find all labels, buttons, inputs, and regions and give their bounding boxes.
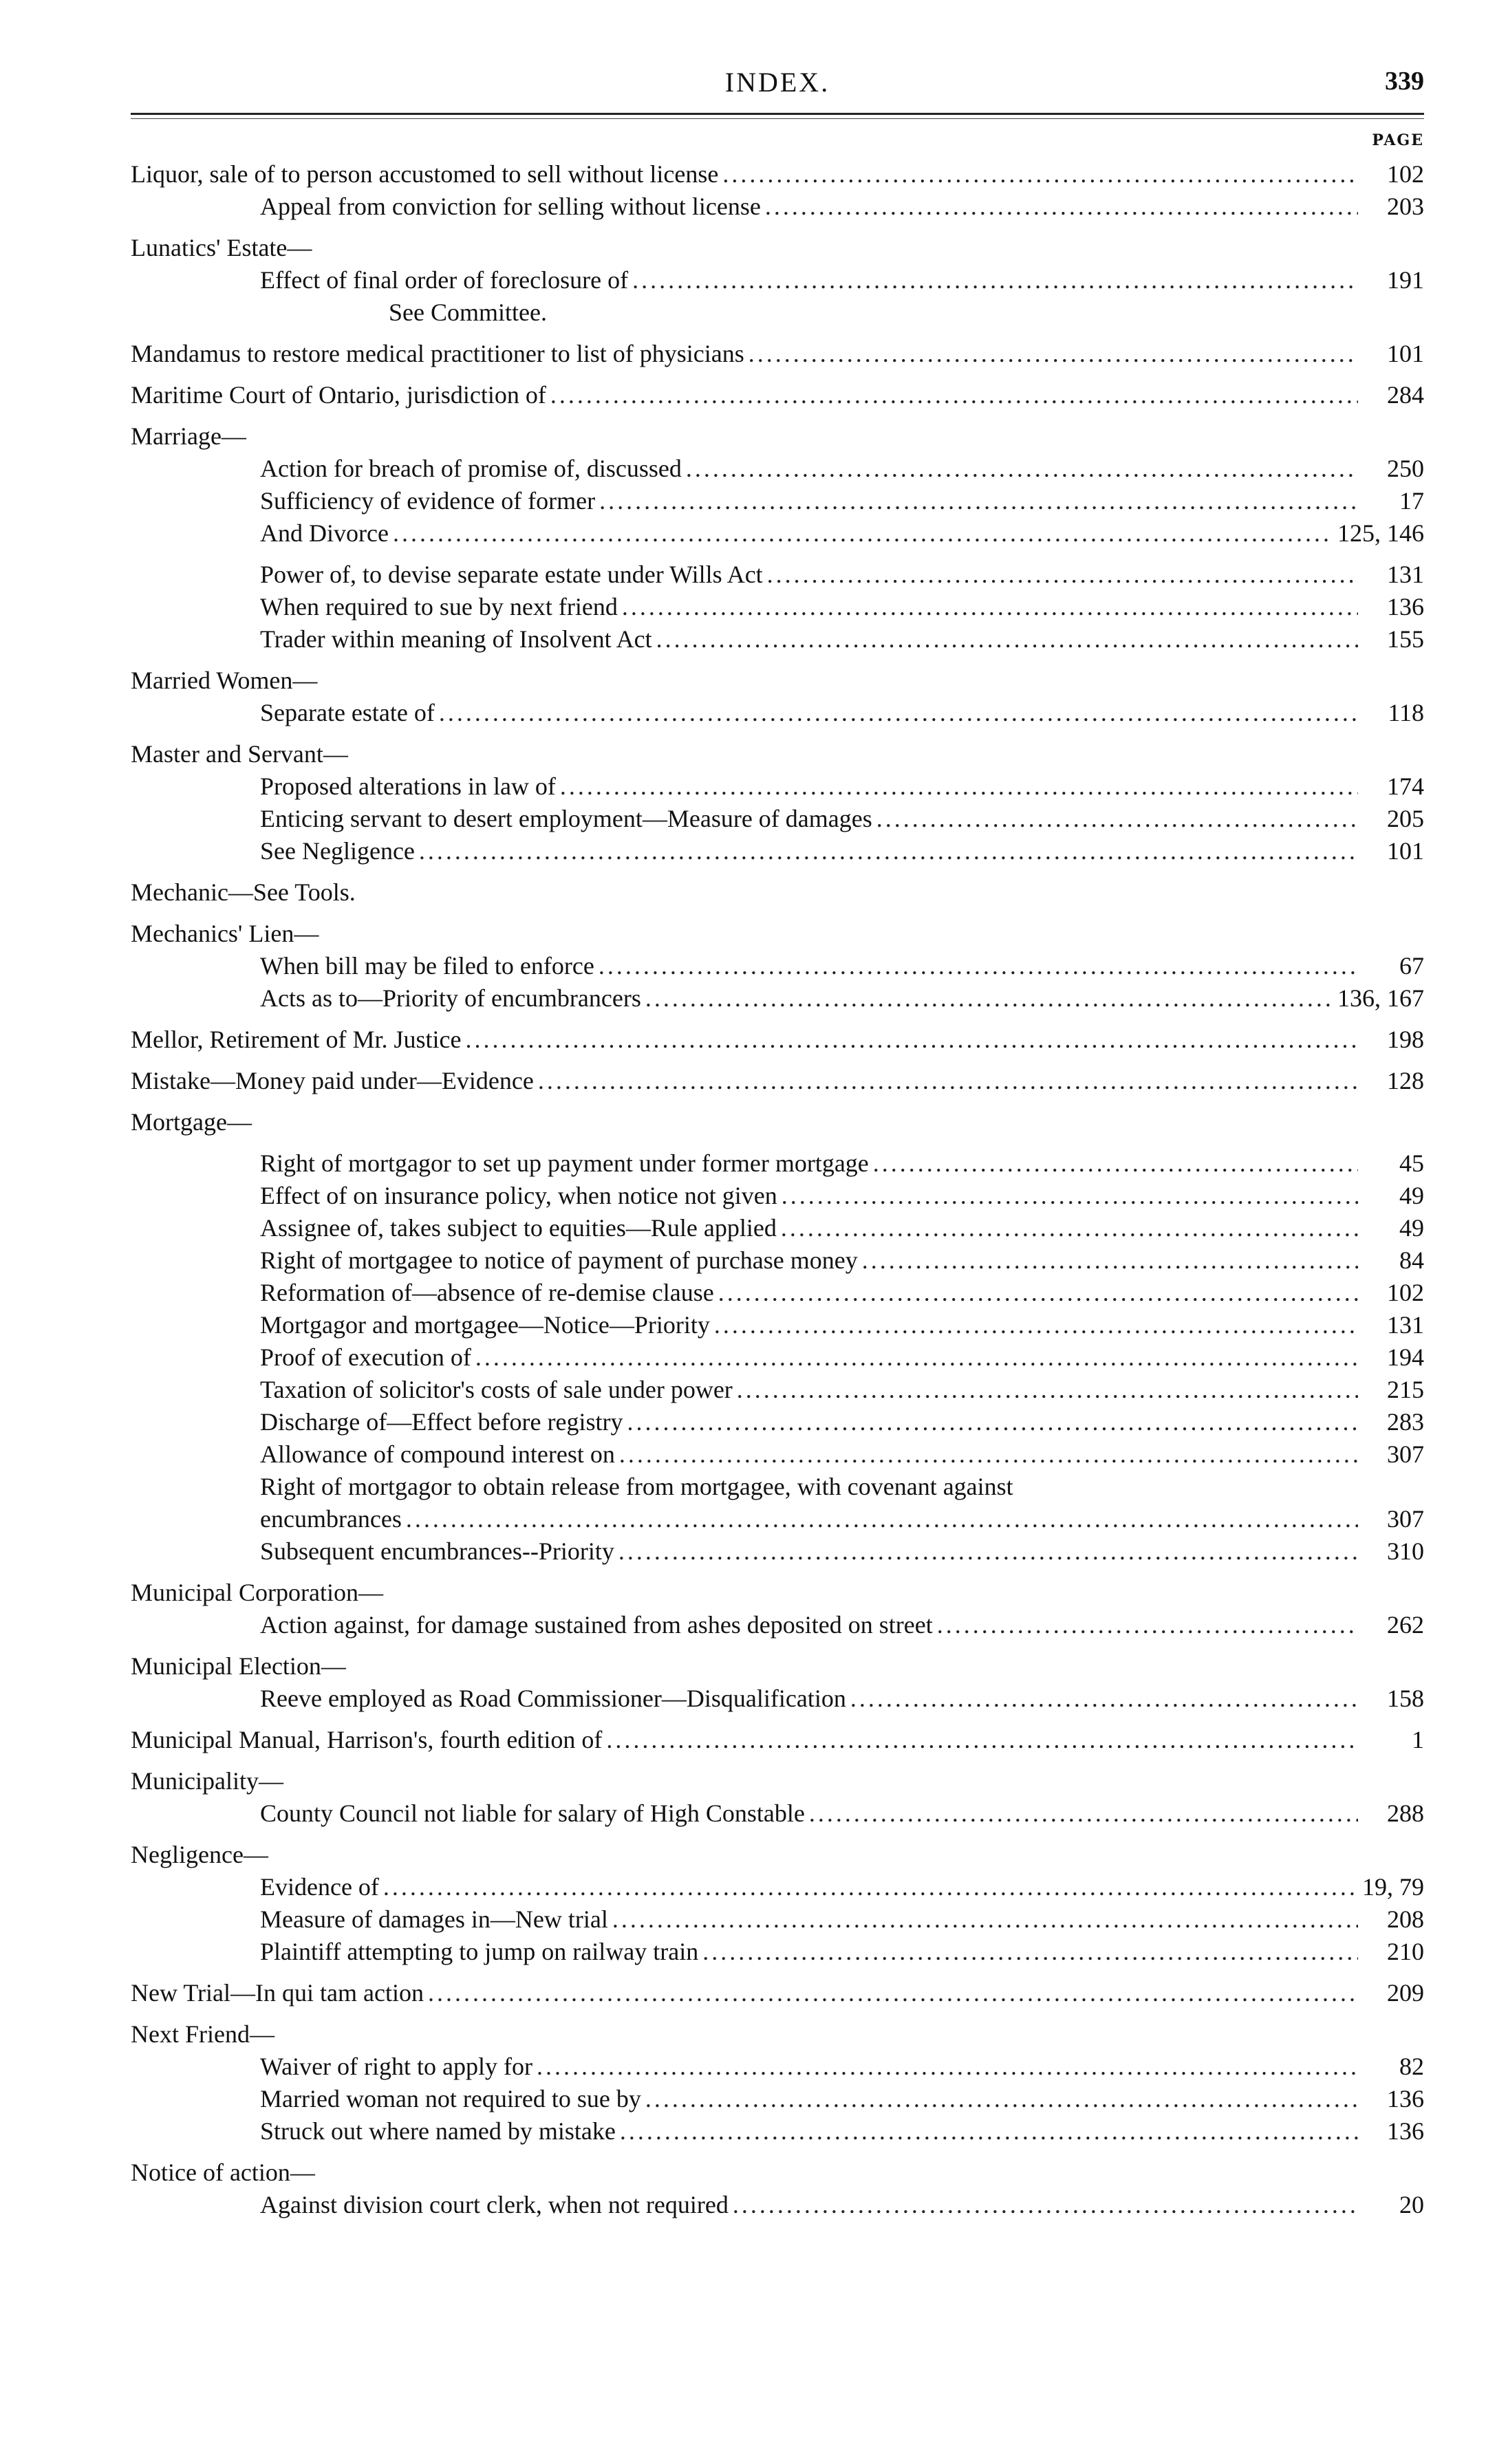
dot-leader bbox=[876, 803, 1358, 835]
dot-leader bbox=[618, 1535, 1358, 1568]
page-column-label: PAGE bbox=[1372, 131, 1424, 149]
page-header bbox=[131, 66, 1424, 110]
page-reference: 101 bbox=[1387, 340, 1424, 367]
dot-leader bbox=[599, 485, 1358, 517]
dot-leader bbox=[702, 1936, 1358, 1968]
entry-text: Mortgagor and mortgagee—Notice—Priority bbox=[260, 1311, 710, 1339]
index-heading: Municipal Corporation— bbox=[131, 1579, 383, 1606]
index-heading: Notice of action— bbox=[131, 2159, 315, 2186]
entry-text: Separate estate of bbox=[260, 699, 435, 726]
page-reference: 288 bbox=[1387, 1800, 1424, 1827]
index-subentry bbox=[131, 835, 1424, 867]
page-reference: 20 bbox=[1399, 2191, 1424, 2218]
index-heading: Mortgage— bbox=[131, 1108, 252, 1136]
index-subentry bbox=[131, 1341, 1424, 1374]
entry-text: New Trial—In qui tam action bbox=[131, 1979, 424, 2007]
index-subentry bbox=[131, 1936, 1424, 1968]
page-reference: 67 bbox=[1399, 952, 1424, 980]
index-subentry bbox=[131, 2051, 1424, 2083]
entry-text: Waiver of right to apply for bbox=[260, 2053, 532, 2080]
dot-leader bbox=[718, 1277, 1358, 1309]
dot-leader bbox=[686, 453, 1358, 485]
index-heading: Mechanic—See Tools. bbox=[131, 878, 356, 906]
dot-leader bbox=[393, 517, 1333, 550]
index-heading: Negligence— bbox=[131, 1841, 268, 1868]
page-reference: 49 bbox=[1399, 1182, 1424, 1209]
entry-text: Enticing servant to desert employment—Measure of damages bbox=[260, 805, 872, 832]
page-reference: 174 bbox=[1387, 772, 1424, 800]
dot-leader bbox=[537, 2051, 1358, 2083]
entry-text: Proposed alterations in law of bbox=[260, 772, 556, 800]
page-reference: 136 bbox=[1387, 2085, 1424, 2112]
page-reference: 128 bbox=[1387, 1067, 1424, 1094]
entry-text: Right of mortgagee to notice of payment of purchase money bbox=[260, 1246, 858, 1274]
page-reference: 102 bbox=[1387, 160, 1424, 188]
dot-leader bbox=[656, 623, 1358, 656]
entry-text: Effect of on insurance policy, when notice not given bbox=[260, 1182, 777, 1209]
dot-leader bbox=[937, 1609, 1358, 1641]
index-subentry bbox=[131, 1683, 1424, 1715]
index-heading: Mechanics' Lien— bbox=[131, 920, 319, 947]
index-heading: Marriage— bbox=[131, 422, 246, 450]
index-cross-reference: See Committee. bbox=[389, 299, 547, 326]
page-reference: 131 bbox=[1387, 1311, 1424, 1339]
index-subentry bbox=[131, 453, 1424, 485]
index-subentry bbox=[131, 1244, 1424, 1277]
entry-text: Assignee of, takes subject to equities—Rule applied bbox=[260, 1214, 777, 1242]
entry-text: Reformation of—absence of re-demise clause bbox=[260, 1279, 714, 1306]
page-reference: 310 bbox=[1387, 1537, 1424, 1565]
page-reference: 215 bbox=[1387, 1376, 1424, 1403]
entry-text: Against division court clerk, when not required bbox=[260, 2191, 729, 2218]
dot-leader bbox=[714, 1309, 1358, 1341]
page-reference: 17 bbox=[1399, 487, 1424, 515]
index-entry bbox=[131, 1024, 1424, 1056]
page-reference: 102 bbox=[1387, 1279, 1424, 1306]
dot-leader bbox=[809, 1797, 1358, 1830]
entry-text: Liquor, sale of to person accustomed to sell without license bbox=[131, 160, 719, 188]
index-subentry bbox=[131, 264, 1424, 296]
entry-text: Acts as to—Priority of encumbrancers bbox=[260, 984, 641, 1012]
dot-leader bbox=[873, 1147, 1358, 1180]
entry-text: Taxation of solicitor's costs of sale under power bbox=[260, 1376, 733, 1403]
dot-leader bbox=[645, 982, 1333, 1015]
entry-text: encumbrances bbox=[260, 1505, 402, 1533]
page-reference: 82 bbox=[1399, 2053, 1424, 2080]
dot-leader bbox=[475, 1341, 1358, 1374]
entry-text: When bill may be filed to enforce bbox=[260, 952, 594, 980]
page-reference: 250 bbox=[1387, 455, 1424, 482]
page-reference: 203 bbox=[1387, 193, 1424, 220]
entry-text: Power of, to devise separate estate under Wills Act bbox=[260, 561, 763, 588]
dot-leader bbox=[606, 1724, 1358, 1756]
entry-text: Action against, for damage sustained from ashes deposited on street bbox=[260, 1611, 933, 1639]
index-subentry bbox=[131, 697, 1424, 729]
index-entry bbox=[131, 1977, 1424, 2009]
entry-text: Right of mortgagor to obtain release from mortgagee, with covenant against bbox=[260, 1473, 1013, 1500]
dot-leader bbox=[560, 770, 1358, 803]
page-reference: 136 bbox=[1387, 2117, 1424, 2145]
index-entry bbox=[131, 158, 1424, 191]
index-subentry bbox=[131, 1147, 1424, 1180]
index-subentry bbox=[131, 2115, 1424, 2148]
page-reference: 284 bbox=[1387, 381, 1424, 409]
entry-text: Discharge of—Effect before registry bbox=[260, 1408, 623, 1436]
index-subentry bbox=[131, 1609, 1424, 1641]
dot-leader bbox=[765, 191, 1358, 223]
index-heading: Married Women— bbox=[131, 667, 318, 694]
page-reference: 307 bbox=[1387, 1440, 1424, 1468]
page-reference: 84 bbox=[1399, 1246, 1424, 1274]
entry-text: Evidence of bbox=[260, 1873, 379, 1901]
entry-text: Plaintiff attempting to jump on railway train bbox=[260, 1938, 699, 1965]
dot-leader bbox=[781, 1212, 1358, 1244]
dot-leader bbox=[722, 158, 1358, 191]
page-reference: 194 bbox=[1387, 1343, 1424, 1371]
index-subentry bbox=[131, 950, 1424, 982]
dot-leader bbox=[419, 835, 1358, 867]
page-reference: 262 bbox=[1387, 1611, 1424, 1639]
page-reference: 49 bbox=[1399, 1214, 1424, 1242]
dot-leader bbox=[737, 1374, 1358, 1406]
entry-text: Allowance of compound interest on bbox=[260, 1440, 615, 1468]
header-rule bbox=[131, 113, 1424, 115]
dot-leader bbox=[465, 1024, 1358, 1056]
entry-text: Measure of damages in—New trial bbox=[260, 1905, 608, 1933]
entry-text: Struck out where named by mistake bbox=[260, 2117, 616, 2145]
entry-text: Proof of execution of bbox=[260, 1343, 471, 1371]
entry-text: And Divorce bbox=[260, 519, 389, 547]
index-entry bbox=[131, 1724, 1424, 1756]
index-subentry bbox=[131, 1309, 1424, 1341]
index-subentry bbox=[131, 1438, 1424, 1471]
index-heading: Next Friend— bbox=[131, 2020, 274, 2048]
entry-text: Action for breach of promise of, discussed bbox=[260, 455, 682, 482]
dot-leader bbox=[612, 1903, 1358, 1936]
dot-leader bbox=[439, 697, 1358, 729]
page-reference: 136 bbox=[1387, 593, 1424, 620]
page-reference: 45 bbox=[1399, 1149, 1424, 1177]
index-subentry bbox=[131, 982, 1424, 1015]
dot-leader bbox=[538, 1065, 1358, 1097]
entry-text: Mellor, Retirement of Mr. Justice bbox=[131, 1026, 462, 1053]
dot-leader bbox=[627, 1406, 1358, 1438]
index-subentry bbox=[131, 1374, 1424, 1406]
entry-text: Mistake—Money paid under—Evidence bbox=[131, 1067, 534, 1094]
page-reference: 101 bbox=[1387, 837, 1424, 865]
entry-text: Municipal Manual, Harrison's, fourth edition of bbox=[131, 1726, 603, 1753]
dot-leader bbox=[733, 2189, 1358, 2221]
index-subentry bbox=[131, 591, 1424, 623]
index-heading: Municipal Election— bbox=[131, 1652, 346, 1680]
index-subentry bbox=[131, 559, 1424, 591]
dot-leader bbox=[383, 1871, 1358, 1903]
dot-leader bbox=[406, 1503, 1358, 1535]
index-subentry bbox=[131, 1535, 1424, 1568]
index-subentry bbox=[131, 803, 1424, 835]
dot-leader bbox=[749, 338, 1358, 370]
page-reference: 19, 79 bbox=[1362, 1873, 1424, 1901]
page-reference: 210 bbox=[1387, 1938, 1424, 1965]
index-subentry bbox=[131, 517, 1424, 550]
entry-text: When required to sue by next friend bbox=[260, 593, 618, 620]
index-subentry bbox=[131, 770, 1424, 803]
dot-leader bbox=[767, 559, 1358, 591]
index-heading: Lunatics' Estate— bbox=[131, 234, 312, 261]
entry-text: Trader within meaning of Insolvent Act bbox=[260, 625, 652, 653]
index-list bbox=[131, 158, 1424, 2221]
dot-leader bbox=[782, 1180, 1358, 1212]
index-subentry bbox=[131, 1871, 1424, 1903]
header-rule-thin bbox=[131, 118, 1424, 119]
entry-text: Right of mortgagor to set up payment under former mortgage bbox=[260, 1149, 869, 1177]
dot-leader bbox=[619, 1438, 1358, 1471]
index-subentry bbox=[131, 191, 1424, 223]
index-heading: Master and Servant— bbox=[131, 740, 348, 768]
index-subentry bbox=[131, 623, 1424, 656]
entry-text: Effect of final order of foreclosure of bbox=[260, 266, 629, 294]
index-subentry bbox=[131, 2189, 1424, 2221]
dot-leader bbox=[622, 591, 1358, 623]
entry-text: Married woman not required to sue by bbox=[260, 2085, 641, 2112]
index-subentry bbox=[131, 1471, 1424, 1503]
index-subentry bbox=[131, 1797, 1424, 1830]
dot-leader bbox=[428, 1977, 1358, 2009]
index-subentry bbox=[131, 1277, 1424, 1309]
page-reference: 125, 146 bbox=[1337, 519, 1424, 547]
index-page bbox=[131, 66, 1424, 2221]
index-subentry bbox=[131, 2083, 1424, 2115]
index-subentry bbox=[131, 1180, 1424, 1212]
page-title: INDEX. bbox=[724, 67, 830, 98]
dot-leader bbox=[850, 1683, 1358, 1715]
entry-text: Sufficiency of evidence of former bbox=[260, 487, 596, 515]
page-reference: 1 bbox=[1412, 1726, 1424, 1753]
entry-text: Subsequent encumbrances--Priority bbox=[260, 1537, 614, 1565]
page-reference: 155 bbox=[1387, 625, 1424, 653]
entry-text: Maritime Court of Ontario, jurisdiction of bbox=[131, 381, 546, 409]
dot-leader bbox=[550, 379, 1358, 411]
entry-text: County Council not liable for salary of High Constable bbox=[260, 1800, 805, 1827]
page-number: 339 bbox=[1385, 67, 1424, 96]
index-entry bbox=[131, 379, 1424, 411]
dot-leader bbox=[632, 264, 1358, 296]
index-subentry bbox=[131, 1503, 1424, 1535]
index-subentry bbox=[131, 1903, 1424, 1936]
page-reference: 209 bbox=[1387, 1979, 1424, 2007]
index-heading: Municipality— bbox=[131, 1767, 283, 1795]
dot-leader bbox=[620, 2115, 1358, 2148]
index-subentry bbox=[131, 1406, 1424, 1438]
page-reference: 191 bbox=[1387, 266, 1424, 294]
page-reference: 208 bbox=[1387, 1905, 1424, 1933]
index-entry bbox=[131, 1065, 1424, 1097]
page-reference: 158 bbox=[1387, 1685, 1424, 1712]
dot-leader bbox=[599, 950, 1358, 982]
page-reference: 205 bbox=[1387, 805, 1424, 832]
index-subentry bbox=[131, 1212, 1424, 1244]
entry-text: See Negligence bbox=[260, 837, 415, 865]
entry-text: Mandamus to restore medical practitioner to list of physicians bbox=[131, 340, 744, 367]
page-reference: 131 bbox=[1387, 561, 1424, 588]
dot-leader bbox=[862, 1244, 1358, 1277]
entry-text: Reeve employed as Road Commissioner—Disqualification bbox=[260, 1685, 846, 1712]
dot-leader bbox=[645, 2083, 1358, 2115]
page-reference: 283 bbox=[1387, 1408, 1424, 1436]
index-entry bbox=[131, 338, 1424, 370]
page-reference: 198 bbox=[1387, 1026, 1424, 1053]
page-reference: 307 bbox=[1387, 1505, 1424, 1533]
page-reference: 118 bbox=[1388, 699, 1424, 726]
entry-text: Appeal from conviction for selling without license bbox=[260, 193, 761, 220]
index-subentry bbox=[131, 485, 1424, 517]
page-reference: 136, 167 bbox=[1337, 984, 1424, 1012]
